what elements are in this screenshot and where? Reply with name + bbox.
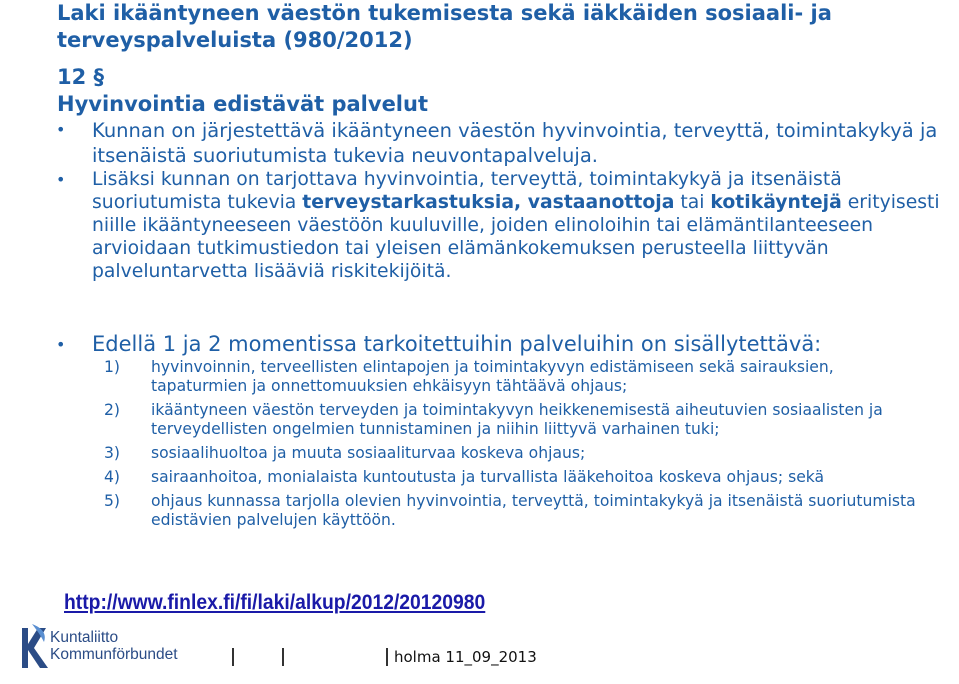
paragraph-2-text: tai (674, 192, 711, 213)
paragraph-2-text: Lisäksi kunnan on tarjottava hyvinvointia, terveyttä, toimintakykyä ja itsenäistä suoriutumista tukevia (92, 169, 842, 213)
logo-line-2: Kommunförbundet (50, 646, 178, 663)
list-item (104, 444, 924, 463)
paragraph-2 (92, 168, 942, 283)
list-item-number: 1) (104, 358, 121, 376)
list-item-number: 4) (104, 468, 121, 486)
list-item-number: 2) (104, 401, 121, 419)
list-item-text: hyvinvoinnin, terveellisten elintapojen ja toimintakyvyn edistämiseen sekä sairauksien, tapaturmien ja onnettomuuksien ehkäisyyn tähtäävä ohjaus; (151, 358, 834, 395)
list-item (104, 468, 924, 487)
list-item-text: ikääntyneen väestön terveyden ja toimintakyvyn heikkenemisestä aiheutuvien sosiaalisten ja terveydellisten ongelmien tunnistaminen ja niihin liittyvä varhainen tuki; (151, 401, 883, 438)
finlex-link[interactable]: http://www.finlex.fi/fi/laki/alkup/2012/20120980 (64, 591, 486, 614)
logo-text (50, 629, 178, 663)
section-number: 12 § (57, 65, 105, 89)
numbered-list (104, 358, 924, 535)
logo-line-1: Kuntaliitto (50, 629, 119, 646)
footer-author-date: holma 11_09_2013 (394, 648, 537, 666)
paragraph-2-bold: terveystarkastuksia, vastaanottoja (302, 192, 675, 213)
section-title: Hyvinvointia edistävät palvelut (57, 92, 428, 116)
bullet-icon: • (56, 335, 66, 354)
list-item-number: 3) (104, 444, 121, 462)
footer-divider (282, 648, 284, 666)
paragraph-1: Kunnan on järjestettävä ikääntyneen väestön hyvinvointia, terveyttä, toimintakykyä ja itsenäistä suoriutumista tukevia neuvontapalveluja. (92, 119, 938, 167)
bullet-icon: • (56, 170, 66, 189)
list-item-text: sosiaalihuoltoa ja muuta sosiaaliturvaa koskeva ohjaus; (151, 444, 586, 462)
paragraph-2-bold: kotikäyntejä (710, 192, 842, 213)
bullet-icon: • (56, 120, 66, 139)
list-item-number: 5) (104, 492, 121, 510)
list-item (104, 492, 924, 530)
paragraph-3: Edellä 1 ja 2 momentissa tarkoitettuihin palveluihin on sisällytettävä: (92, 332, 822, 356)
list-item (104, 401, 924, 439)
footer-divider (232, 648, 234, 666)
list-item (104, 358, 924, 396)
list-item-text: sairaanhoitoa, monialaista kuntoutusta ja turvallista lääkehoitoa koskeva ohjaus; sekä (151, 468, 825, 486)
slide-title: Laki ikääntyneen väestön tukemisesta sekä iäkkäiden sosiaali- ja terveyspalveluista (980/2012) (57, 1, 832, 52)
list-item-text: ohjaus kunnassa tarjolla olevien hyvinvointia, terveyttä, toimintakykyä ja itsenäistä suoriutumista edistävien palvelujen käyttöön. (151, 492, 916, 529)
footer-divider (386, 648, 388, 666)
paragraph-2-text: erityisesti niille ikääntyneeseen väestöön kuuluville, joiden elinoloihin tai elämäntilanteeseen arvioidaan tutkimustiedon tai yleisen elämänkokemuksen perusteella liittyvän palveluntarvetta lisääviä riskitekijöitä. (92, 192, 940, 282)
